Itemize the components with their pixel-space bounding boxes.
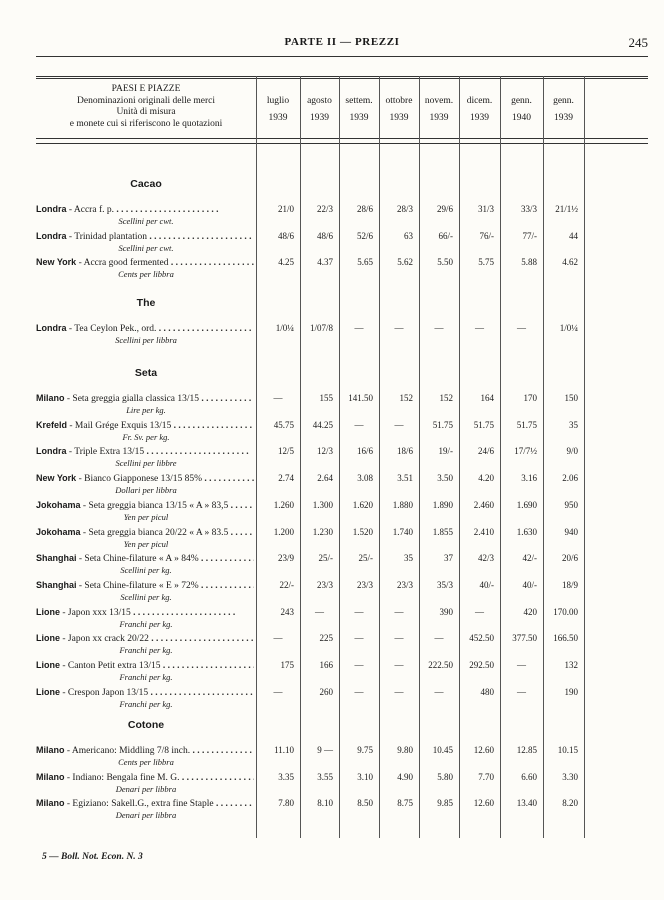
row-place: Lione (36, 606, 60, 617)
row-item: - Mail Grége Exquis 13/15 (67, 420, 172, 431)
row-label (36, 580, 254, 591)
value-cell: 152 (399, 393, 413, 403)
value-cell: 292.50 (469, 660, 494, 670)
column-month: dicem. (466, 96, 493, 106)
value-cell: 22/- (279, 579, 294, 590)
row-item: - Canton Petit extra 13/15 (60, 661, 161, 671)
value-cell: 23/3 (316, 579, 333, 590)
value-cell: 7.80 (278, 798, 294, 809)
value-cell: 9/0 (566, 446, 578, 457)
value-cell: 5.88 (521, 257, 537, 268)
value-cell: 170.00 (553, 606, 578, 617)
row-unit: Dollari per libbra (115, 485, 177, 496)
description-heading-line: Denominazioni originali delle merci (77, 95, 215, 106)
row-place: Londra (36, 230, 67, 241)
value-cell: 9.80 (397, 745, 413, 755)
row-item: - Japon xxx 13/15 (60, 607, 131, 618)
column-heading (256, 95, 300, 125)
row-item: - Seta greggia bianca 13/15 « A » 83,5 (80, 500, 229, 511)
column-month: novem. (424, 96, 454, 106)
value-cell: 22/3 (316, 204, 333, 214)
value-cell: 13.40 (516, 798, 537, 809)
value-cell: — (354, 606, 364, 617)
row-place: Milano (36, 798, 65, 809)
value-cell: 3.35 (278, 771, 294, 782)
value-cell: 48/6 (277, 230, 294, 241)
value-cell: 12.85 (516, 745, 537, 755)
row-label (36, 473, 254, 484)
value-cell: 2.410 (473, 526, 494, 537)
value-cell: 18/9 (561, 579, 578, 590)
row-label (36, 446, 254, 457)
row-place: Londra (36, 323, 67, 333)
value-cell: 1.260 (273, 499, 294, 510)
value-cell: 175 (280, 660, 294, 670)
table-row (36, 231, 648, 259)
footer-citation: 5 — Boll. Not. Econ. N. 3 (42, 852, 143, 862)
value-cell: 42/- (522, 553, 537, 564)
header-rule (36, 56, 648, 57)
column-heading (543, 95, 584, 125)
value-cell: 35 (404, 553, 413, 564)
column-month: ottobre (385, 96, 413, 106)
column-year: 1939 (554, 113, 573, 123)
value-cell: 35/3 (436, 579, 453, 590)
value-cell: 9.85 (437, 798, 453, 809)
value-cell: 4.62 (562, 257, 578, 268)
value-cell: 1.620 (352, 499, 373, 510)
value-cell: — (475, 323, 484, 333)
section-title: The (136, 297, 156, 309)
value-cell: 29/6 (436, 204, 453, 214)
value-cell: 8.10 (317, 798, 333, 809)
row-place: Jokohama (36, 499, 81, 510)
value-cell: 155 (319, 393, 333, 403)
value-cell: 21/1½ (555, 204, 578, 214)
value-cell: 3.16 (521, 473, 537, 484)
row-label (36, 687, 254, 698)
column-year: 1939 (268, 113, 288, 123)
value-cell: 12/5 (277, 446, 294, 457)
section-title: Cotone (127, 719, 165, 731)
table-row (36, 772, 648, 800)
value-cell: 1.880 (392, 499, 413, 510)
value-cell: 23/3 (396, 579, 413, 590)
value-cell: 10.15 (557, 745, 578, 755)
value-cell: 170 (523, 393, 537, 403)
table-row (36, 660, 648, 688)
value-cell: 2.64 (317, 473, 333, 484)
page-number: 245 (628, 35, 648, 50)
row-item: - Bianco Giapponese 13/15 85% (76, 474, 203, 485)
row-unit: Franchi per kg. (119, 698, 173, 709)
table-row (36, 553, 648, 581)
value-cell: 40/- (479, 579, 494, 590)
table-head-rule-2 (36, 143, 648, 144)
value-cell: 243 (280, 606, 294, 617)
value-cell: — (394, 660, 404, 670)
value-cell: — (394, 419, 404, 430)
value-cell: 1/0¼ (275, 323, 294, 333)
value-cell: 5.65 (357, 257, 373, 268)
row-unit: Cents per libbra (118, 757, 174, 767)
value-cell: — (517, 660, 526, 670)
value-cell: 5.75 (478, 257, 494, 268)
column-heading (419, 95, 459, 125)
value-cell: 8.20 (562, 798, 578, 809)
value-cell: 25/- (358, 553, 373, 564)
row-place: New York (36, 473, 77, 484)
value-cell: 4.20 (478, 473, 494, 484)
value-cell: — (517, 686, 526, 697)
row-item: - Japon xx crack 20/22 (60, 634, 149, 645)
value-cell: 44.25 (312, 419, 333, 430)
table-row (36, 393, 648, 421)
value-cell: — (354, 660, 364, 670)
value-cell: 19/- (438, 446, 453, 457)
row-unit: Franchi per kg. (119, 618, 173, 629)
table-row (36, 633, 648, 661)
column-year: 1939 (389, 113, 409, 123)
row-place: Shanghai (36, 579, 77, 590)
value-cell: 17/7½ (514, 446, 537, 457)
table-row (36, 527, 648, 555)
value-cell: 2.06 (562, 473, 578, 484)
value-cell: — (354, 686, 364, 697)
table-row (36, 257, 648, 285)
value-cell: — (434, 633, 444, 644)
value-cell: 51.75 (516, 419, 537, 430)
value-cell: — (354, 633, 364, 644)
row-item: - Seta Chine-filature « A » 84% (76, 554, 199, 565)
table-row (36, 204, 648, 232)
row-item: - Accra f. p. (66, 205, 114, 215)
value-cell: — (394, 323, 404, 333)
value-cell: 1.520 (352, 526, 373, 537)
value-cell: 11.10 (274, 745, 294, 755)
value-cell: 5.80 (437, 771, 453, 782)
row-label (36, 660, 254, 671)
value-cell: 1/07/8 (309, 323, 333, 333)
table-row (36, 687, 648, 715)
column-month: settem. (345, 96, 373, 106)
row-place: Shanghai (36, 553, 77, 564)
value-cell: — (273, 686, 283, 697)
row-label (36, 553, 254, 564)
value-cell: 76/- (479, 230, 494, 241)
column-month: genn. (553, 96, 574, 106)
value-cell: — (394, 633, 404, 644)
value-cell: — (273, 633, 283, 644)
row-label (36, 527, 254, 538)
value-cell: 23/9 (277, 553, 294, 564)
running-title: PARTE II — PREZZI (284, 36, 400, 48)
table-row (36, 473, 648, 501)
value-cell: 222.50 (428, 660, 453, 670)
value-cell: 44 (569, 230, 578, 241)
row-unit: Franchi per kg. (119, 672, 173, 682)
row-unit: Cents per libbra (118, 269, 174, 280)
value-cell: 260 (319, 686, 333, 697)
value-cell: 63 (404, 230, 413, 241)
value-cell: 1.890 (432, 499, 453, 510)
value-cell: 1.300 (312, 499, 333, 510)
table-row (36, 745, 648, 773)
value-cell: 940 (564, 526, 578, 537)
column-heading (300, 95, 339, 125)
description-heading (36, 84, 256, 130)
value-cell: 8.50 (357, 798, 373, 809)
value-cell: 35 (569, 419, 578, 430)
row-label (36, 204, 254, 215)
value-cell: 9 — (317, 745, 333, 755)
value-cell: 452.50 (469, 633, 494, 644)
row-item: - Seta greggia bianca 20/22 « A » 83.5 (80, 527, 229, 538)
value-cell: 150 (564, 393, 578, 403)
column-month: agosto (307, 96, 332, 106)
column-heading (339, 95, 379, 125)
value-cell: 77/- (522, 230, 537, 241)
table-row (36, 420, 648, 448)
value-cell: 52/6 (356, 230, 373, 241)
value-cell: 1.200 (273, 526, 294, 537)
row-place: Milano (36, 393, 65, 403)
value-cell: 4.37 (317, 257, 333, 268)
value-cell: 3.50 (437, 473, 453, 484)
value-cell: 1.690 (516, 499, 537, 510)
value-cell: 48/6 (316, 230, 333, 241)
row-item: - Triple Extra 13/15 (66, 447, 145, 458)
column-year: 1939 (470, 113, 489, 123)
description-heading-line: PAESI E PIAZZE (111, 84, 181, 94)
value-cell: 390 (439, 606, 453, 617)
value-cell: 9.75 (357, 745, 373, 755)
value-cell: 31/3 (477, 204, 494, 214)
row-label (36, 607, 254, 618)
row-place: Lione (36, 633, 60, 644)
value-cell: 25/- (318, 553, 333, 564)
value-cell: 4.25 (278, 257, 294, 268)
column-heading (459, 95, 500, 125)
row-place: Milano (36, 745, 65, 755)
row-label (36, 231, 254, 242)
value-cell: 377.50 (512, 633, 537, 644)
row-place: New York (36, 257, 77, 268)
value-cell: 420 (523, 606, 537, 617)
row-item: - Americano: Middling 7/8 inch. (64, 746, 191, 756)
table-row (36, 446, 648, 474)
value-cell: — (315, 606, 324, 617)
value-cell: 12/3 (316, 446, 333, 457)
value-cell: 8.75 (397, 798, 413, 809)
row-unit: Yen per picul (123, 511, 169, 522)
value-cell: — (354, 323, 364, 333)
value-cell: 3.30 (562, 771, 578, 782)
value-cell: 1.630 (516, 526, 537, 537)
value-cell: 12.60 (473, 745, 494, 755)
row-unit: Lire per kg. (126, 405, 166, 415)
value-cell: — (354, 419, 364, 430)
row-unit: Fr. Sv. per kg. (122, 431, 170, 442)
value-cell: 12.60 (473, 798, 494, 809)
row-unit: Scellini per kg. (120, 591, 172, 602)
row-unit: Denari per libbra (115, 810, 177, 821)
column-year: 1939 (429, 113, 449, 123)
row-place: Jokohama (36, 526, 81, 537)
column-heading (500, 95, 543, 125)
value-cell: 2.460 (473, 499, 494, 510)
row-unit: Scellini per kg. (120, 565, 172, 576)
table-row (36, 580, 648, 608)
row-label (36, 323, 254, 334)
table-row (36, 500, 648, 528)
row-place: Lione (36, 686, 60, 697)
value-cell: 3.10 (357, 771, 373, 782)
value-cell: 3.51 (397, 473, 413, 484)
value-cell: — (394, 606, 404, 617)
row-place: Milano (36, 771, 65, 782)
value-cell: 10.45 (432, 745, 453, 755)
row-label (36, 420, 254, 431)
row-unit: Denari per libbra (115, 783, 177, 794)
value-cell: 3.08 (357, 473, 373, 484)
row-item: - Seta greggia gialla classica 13/15 (64, 394, 200, 404)
description-heading-line: Unità di misura (116, 107, 176, 117)
value-cell: 480 (480, 686, 494, 697)
row-item: - Seta Chine-filature « E » 72% (76, 580, 199, 591)
description-heading-line: e monete cui si riferiscono le quotazioni (69, 118, 223, 129)
row-label (36, 393, 254, 404)
value-cell: 7.70 (478, 771, 494, 782)
column-year: 1939 (310, 113, 329, 123)
value-cell: 16/6 (356, 446, 373, 457)
value-cell: — (273, 393, 283, 403)
row-unit: Scellini per libbra (115, 335, 177, 345)
value-cell: 18/6 (396, 446, 413, 457)
value-cell: 5.62 (397, 257, 413, 268)
row-place: Londra (36, 446, 67, 457)
row-item: - Egiziano: Sakell.G., extra fine Staple (64, 799, 214, 810)
row-label (36, 500, 254, 511)
value-cell: 37 (444, 553, 453, 564)
value-cell: 45.75 (273, 419, 294, 430)
value-cell: 166 (319, 660, 333, 670)
table-row (36, 798, 648, 826)
row-label (36, 798, 254, 809)
table-top-rule (36, 76, 648, 79)
column-year: 1939 (349, 113, 369, 123)
row-unit: Franchi per kg. (119, 645, 173, 656)
value-cell: 4.90 (397, 771, 413, 782)
column-heading (379, 95, 419, 125)
value-cell: 51.75 (432, 419, 453, 430)
row-unit: Scellini per cwt. (118, 242, 174, 253)
table-head-rule (36, 138, 648, 139)
row-place: Krefeld (36, 419, 68, 430)
value-cell: 164 (480, 393, 494, 403)
row-item: - Tea Ceylon Pek., ord. (66, 324, 157, 334)
table-row (36, 323, 648, 351)
page-header (36, 36, 648, 52)
value-cell: 24/6 (477, 446, 494, 457)
value-cell: — (394, 686, 404, 697)
value-cell: 1/0¼ (559, 323, 578, 333)
value-cell: 20/6 (561, 553, 578, 564)
table-row (36, 607, 648, 635)
value-cell: 5.50 (437, 257, 453, 268)
value-cell: 42/3 (477, 553, 494, 564)
value-cell: 66/- (438, 230, 453, 241)
value-cell: 51.75 (473, 419, 494, 430)
value-cell: — (434, 686, 444, 697)
row-place: Lione (36, 660, 60, 670)
row-unit: Scellini per libbre (115, 458, 177, 469)
row-unit: Yen per picul (123, 538, 169, 549)
value-cell: 132 (564, 660, 578, 670)
value-cell: 28/3 (396, 204, 413, 214)
value-cell: 2.74 (278, 473, 294, 484)
value-cell: 166.50 (553, 633, 578, 644)
value-cell: — (475, 606, 484, 617)
row-unit: Scellini per cwt. (118, 216, 174, 226)
value-cell: 21/0 (277, 204, 294, 214)
section-title: Cacao (130, 178, 162, 190)
row-place: Londra (36, 204, 67, 214)
column-month: genn. (511, 96, 532, 106)
value-cell: 28/6 (356, 204, 373, 214)
row-item: - Indiano: Bengala fine M. G. (64, 772, 180, 783)
value-cell: 152 (439, 393, 453, 403)
value-cell: 40/- (522, 579, 537, 590)
row-label (36, 257, 254, 268)
value-cell: 23/3 (356, 579, 373, 590)
row-label (36, 633, 254, 644)
row-item: - Crespon Japon 13/15 (60, 687, 149, 698)
column-month: luglio (266, 96, 290, 106)
row-label (36, 745, 254, 756)
value-cell: 141.50 (348, 393, 373, 403)
value-cell: 190 (564, 686, 578, 697)
value-cell: — (517, 323, 526, 333)
value-cell: 33/3 (520, 204, 537, 214)
value-cell: 1.855 (432, 526, 453, 537)
section-title: Seta (134, 367, 158, 379)
row-item: - Accra good fermented (76, 258, 169, 269)
column-year: 1940 (512, 113, 531, 123)
value-cell: — (434, 323, 444, 333)
value-cell: 6.60 (521, 771, 537, 782)
row-label (36, 772, 254, 783)
value-cell: 1.740 (392, 526, 413, 537)
row-item: - Trinidad plantation (66, 231, 147, 242)
value-cell: 1.230 (312, 526, 333, 537)
value-cell: 225 (319, 633, 333, 644)
value-cell: 950 (564, 499, 578, 510)
value-cell: 3.55 (317, 771, 333, 782)
